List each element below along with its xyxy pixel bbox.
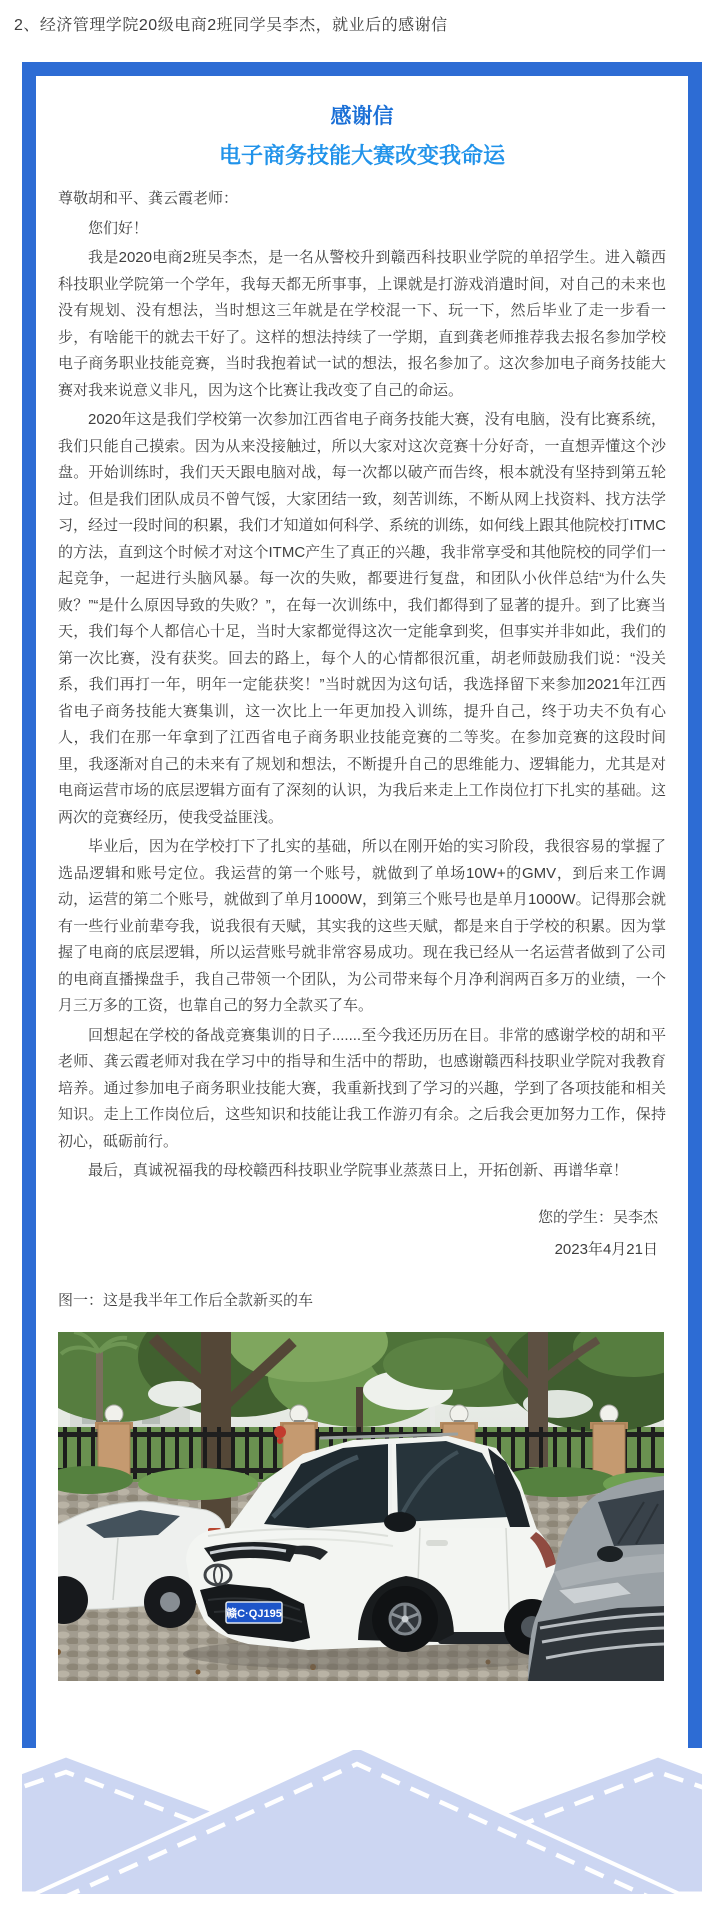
figure-caption: 图一：这是我半年工作后全款新买的车 xyxy=(58,1291,314,1309)
letter-salutation: 尊敬胡和平、龚云霞老师： xyxy=(58,190,239,207)
letter-paragraph: 我是2020电商2班吴李杰，是一名从警校升到赣西科技职业学院的单招学生。进入赣西科技职业学院第一个学年，我每天都无所事事，上课就是打游戏消遣时间，对自己的未来也没有规划、没有想法，当时想这三年就是在学校混一下、玩一下，然后毕业了走一步看一步，有啥能干的就去干好了。这样的想法持续了一学期，直到龚老师推荐我去报名参加学校电子商务职业技能竞赛，当时我抱着试一试的想法，报名参加了。这次参加电子商务技能大赛对我来说意义非凡，因为这个比赛让我改变了自己的命运。 xyxy=(58,249,666,399)
car-photo[interactable] xyxy=(58,1332,664,1681)
letter-paragraph: 您们好！ xyxy=(88,219,149,237)
letter-paragraph: 回想起在学校的备战竞赛集训的日子.......至今我还历历在目。非常的感谢学校的胡和平老师、龚云霞老师对我在学习中的指导和生活中的帮助，也感谢赣西科技职业学院对我教育培养。通过参加电子商务职业技能大赛，我重新找到了学习的兴趣，学到了各项技能和相关知识。走上工作岗位后，这些知识和技能让我工作游刃有余。之后我会更加努力工作，保持初心，砥砺前行。 xyxy=(58,1026,666,1150)
letter-paragraph: 毕业后，因为在学校打下了扎实的基础，所以在刚开始的实习阶段，我很容易的掌握了选品逻辑和账号定位。我运营的第一个账号，就做到了单场10W+的GMV，到后来工作调动，运营的第二个账号，就做到了单月1000W，到第三个账号也是单月1000W。记得那会就有一些行业前辈夸我，说我很有天赋，其实我的这些天赋，都是来自于学校的积累。因为掌握了电商的底层逻辑，所以运营账号就非常容易成功。现在我已经从一名运营者做到了公司的电商直播操盘手，我自己带领一个团队，为公司带来每个月净利润两百多万的业绩，一个月三万多的工资，也靠自己的努力全款买了车。 xyxy=(58,838,666,1014)
letter-date: 2023年4月21日 xyxy=(554,1241,658,1258)
letter-subtitle: 电子商务技能大赛改变我命运 xyxy=(218,143,505,168)
footer-decoration xyxy=(22,1750,702,1894)
letter-title: 感谢信 xyxy=(330,105,394,128)
letter-paragraph: 最后，真诚祝福我的母校赣西科技职业学院事业蒸蒸日上，开拓创新、再谱华章！ xyxy=(88,1162,629,1179)
letter-body xyxy=(58,186,666,1314)
letter-frame xyxy=(22,62,702,1748)
letter-paragraph: 2020年这是我们学校第一次参加江西省电子商务技能大赛，没有电脑，没有比赛系统，我们只能自己摸索。因为从来没接触过，所以大家对这次竞赛十分好奇，一直想弄懂这个沙盘。开始训练时，我们天天跟电脑对战，每一次都以破产而告终，根本就没有坚持到第五轮过。但是我们团队成员不曾气馁，大家团结一致，刻苦训练，不断从网上找资料、找方法学习，经过一段时间的积累，我们才知道如何科学、系统的训练，如何线上跟其他院校打ITMC的方法，直到这个时候才对这个ITMC产生了真正的兴趣，我非常享受和其他院校的同学们一起竞争，一起进行头脑风暴。每一次的失败，都要进行复盘，和团队小伙伴总结“为什么失败？”“是什么原因导致的失败？”，在每一次训练中，我们都得到了显著的提升。到了比赛当天，我们每个人都信心十足，当时大家都觉得这次一定能拿到奖，但事实并非如此，我们的第一次比赛，没有获奖。回去的路上，每个人的心情都很沉重，胡老师鼓励我们说：“没关系，我们再打一年，明年一定能获奖！”当时就因为这句话，我选择留下来参加2021年江西省电子商务技能大赛集训，这一次比上一年更加投入训练，提升自己，终于功夫不负有心人，我们在那一年拿到了江西省电子商务职业技能竞赛的二等奖。在参加竞赛的这段时间里，我逐渐对自己的未来有了规划和想法，不断提升自己的思维能力、逻辑能力，尤其是对电商运营市场的底层逻辑方面有了深刻的认识，为我后来走上工作岗位打下扎实的基础。这两次的竞赛经历，使我受益匪浅。 xyxy=(58,411,666,826)
license-plate xyxy=(226,1602,282,1623)
license-plate-text: 赣C·QJ195 xyxy=(226,1608,282,1620)
letter-signature: 您的学生：吴李杰 xyxy=(537,1208,658,1226)
page-title: 2、经济管理学院20级电商2班同学吴李杰，就业后的感谢信 xyxy=(14,17,448,34)
